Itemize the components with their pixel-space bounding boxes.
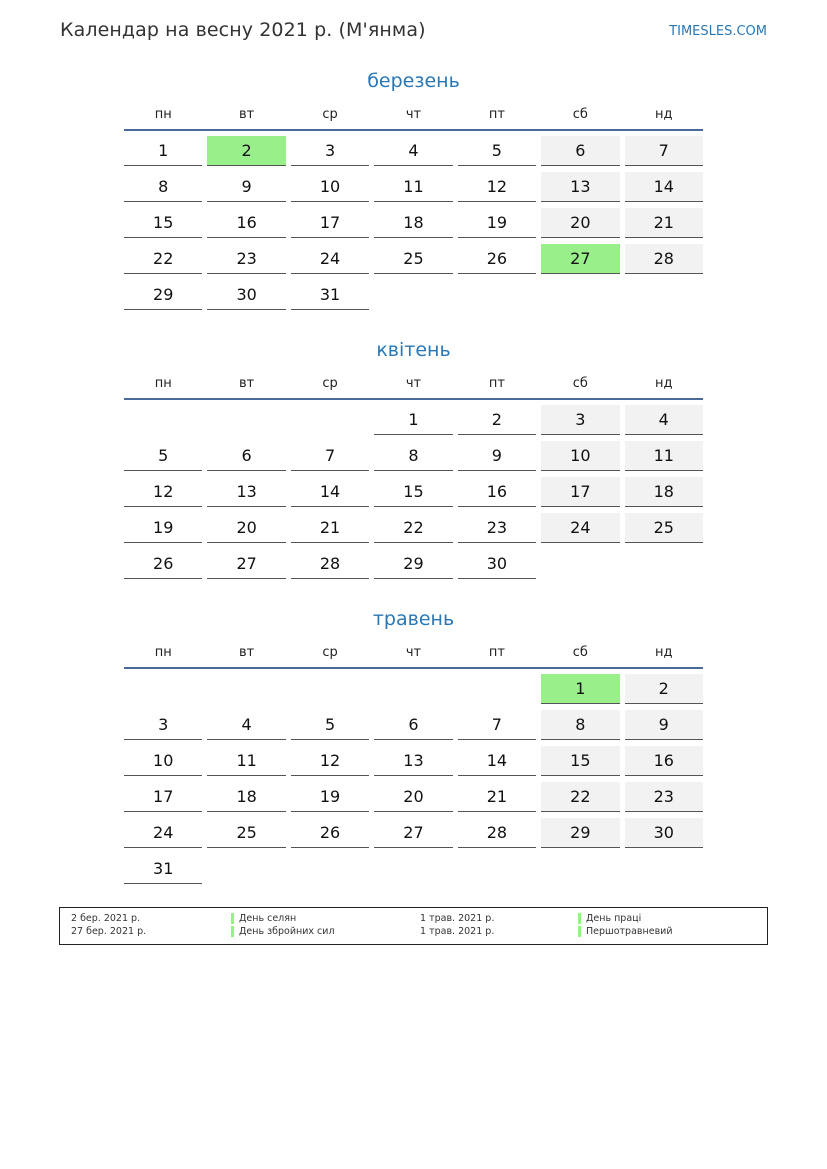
weekday-label: нд <box>654 376 673 391</box>
day-cell[interactable]: 4 <box>625 405 703 435</box>
day-cell[interactable]: 25 <box>374 244 452 274</box>
day-cell <box>458 674 536 703</box>
weekday-label: пт <box>488 376 505 391</box>
day-cell[interactable]: 26 <box>458 244 536 274</box>
day-cell[interactable]: 7 <box>625 136 703 166</box>
week-row <box>124 549 703 580</box>
legend-row <box>60 913 767 926</box>
month-title: березень <box>367 70 460 92</box>
day-cell[interactable]: 11 <box>207 746 285 776</box>
holiday-marker <box>231 913 234 924</box>
week-row <box>124 710 703 741</box>
day-cell <box>207 854 285 883</box>
day-cell <box>291 674 369 703</box>
weekday-label: пт <box>488 645 505 660</box>
day-cell <box>458 280 536 309</box>
day-cell <box>458 854 536 883</box>
legend-row <box>60 926 767 939</box>
weekday-header <box>124 376 703 398</box>
day-cell[interactable]: 14 <box>291 477 369 507</box>
day-cell[interactable]: 29 <box>124 280 202 310</box>
header-divider <box>124 667 703 669</box>
day-cell[interactable]: 23 <box>207 244 285 274</box>
week-row <box>124 441 703 472</box>
day-cell[interactable]: 27 <box>207 549 285 579</box>
day-cell[interactable]: 12 <box>124 477 202 507</box>
weekday-label: нд <box>654 645 673 660</box>
weekday-header <box>124 645 703 667</box>
day-cell[interactable]: 31 <box>291 280 369 310</box>
day-cell[interactable]: 19 <box>124 513 202 543</box>
day-cell[interactable]: 22 <box>541 782 619 812</box>
day-cell <box>207 405 285 434</box>
day-cell[interactable]: 4 <box>207 710 285 740</box>
day-cell[interactable]: 26 <box>124 549 202 579</box>
legend-name: День праці <box>586 913 642 924</box>
week-row <box>124 172 703 203</box>
day-cell[interactable]: 20 <box>207 513 285 543</box>
month-may <box>124 606 703 890</box>
day-cell[interactable]: 28 <box>458 818 536 848</box>
day-cell[interactable]: 3 <box>124 710 202 740</box>
legend-name: Першотравневий <box>586 926 673 937</box>
day-cell[interactable]: 13 <box>374 746 452 776</box>
day-cell[interactable]: 15 <box>541 746 619 776</box>
day-cell[interactable]: 10 <box>291 172 369 202</box>
day-cell[interactable]: 21 <box>458 782 536 812</box>
week-row <box>124 280 703 311</box>
day-cell[interactable]: 6 <box>207 441 285 471</box>
week-row <box>124 746 703 777</box>
day-cell <box>625 549 703 578</box>
weekday-label: пт <box>488 107 505 122</box>
weekday-label: сб <box>572 645 588 660</box>
weekday-label: нд <box>654 107 673 122</box>
day-cell <box>541 549 619 578</box>
day-cell[interactable]: 7 <box>458 710 536 740</box>
week-row <box>124 854 703 885</box>
week-row <box>124 513 703 544</box>
weekday-label: чт <box>405 645 422 660</box>
day-cell <box>625 280 703 309</box>
weekday-label: пн <box>154 107 172 122</box>
day-cell[interactable]: 15 <box>124 208 202 238</box>
week-row <box>124 244 703 275</box>
day-cell[interactable]: 5 <box>458 136 536 166</box>
day-cell[interactable]: 28 <box>625 244 703 274</box>
day-cell <box>374 854 452 883</box>
day-cell[interactable]: 4 <box>374 136 452 166</box>
legend-date: 1 трав. 2021 р. <box>420 926 495 937</box>
day-cell <box>207 674 285 703</box>
weekday-header <box>124 107 703 129</box>
day-cell[interactable]: 29 <box>374 549 452 579</box>
day-cell[interactable]: 21 <box>625 208 703 238</box>
weekday-label: ср <box>322 645 338 660</box>
week-row <box>124 405 703 436</box>
day-cell[interactable]: 23 <box>625 782 703 812</box>
weekday-label: сб <box>572 376 588 391</box>
weekday-label: сб <box>572 107 588 122</box>
week-row <box>124 477 703 508</box>
weekday-label: ср <box>322 376 338 391</box>
day-cell[interactable]: 27 <box>374 818 452 848</box>
day-cell[interactable]: 23 <box>458 513 536 543</box>
day-cell[interactable]: 8 <box>541 710 619 740</box>
day-cell[interactable]: 8 <box>124 172 202 202</box>
legend-name: День збройних сил <box>239 926 335 937</box>
day-cell[interactable]: 11 <box>625 441 703 471</box>
day-cell[interactable]: 12 <box>291 746 369 776</box>
header-divider <box>124 129 703 131</box>
day-cell[interactable]: 24 <box>291 244 369 274</box>
day-cell[interactable]: 27 <box>541 244 619 274</box>
legend-date: 1 трав. 2021 р. <box>420 913 495 924</box>
day-cell[interactable]: 9 <box>625 710 703 740</box>
page-title: Календар на весну 2021 р. (М'янма) <box>60 19 426 41</box>
month-march <box>124 68 703 316</box>
day-cell[interactable]: 16 <box>458 477 536 507</box>
day-cell[interactable]: 16 <box>207 208 285 238</box>
month-title: квітень <box>376 339 451 361</box>
day-cell[interactable]: 15 <box>374 477 452 507</box>
day-cell <box>124 674 202 703</box>
day-cell <box>291 405 369 434</box>
day-cell[interactable]: 3 <box>291 136 369 166</box>
day-cell[interactable]: 2 <box>458 405 536 435</box>
day-cell <box>541 280 619 309</box>
day-cell[interactable]: 12 <box>458 172 536 202</box>
day-cell[interactable]: 6 <box>541 136 619 166</box>
day-cell[interactable]: 31 <box>124 854 202 884</box>
day-cell[interactable]: 9 <box>207 172 285 202</box>
day-cell[interactable]: 22 <box>124 244 202 274</box>
month-title: травень <box>372 608 455 630</box>
day-cell[interactable]: 17 <box>291 208 369 238</box>
day-cell[interactable]: 13 <box>541 172 619 202</box>
day-cell[interactable]: 9 <box>458 441 536 471</box>
day-cell[interactable]: 1 <box>124 136 202 166</box>
holiday-marker <box>578 926 581 937</box>
header-divider <box>124 398 703 400</box>
weekday-label: вт <box>239 376 255 391</box>
weekday-label: пн <box>154 645 172 660</box>
weekday-label: чт <box>405 107 422 122</box>
holiday-legend <box>59 907 768 945</box>
legend-name: День селян <box>239 913 297 924</box>
day-cell[interactable]: 8 <box>374 441 452 471</box>
week-row <box>124 818 703 849</box>
day-cell[interactable]: 19 <box>291 782 369 812</box>
day-cell <box>374 674 452 703</box>
day-cell <box>625 854 703 883</box>
day-cell[interactable]: 2 <box>207 136 285 166</box>
day-cell[interactable]: 2 <box>625 674 703 704</box>
weekday-label: чт <box>405 376 422 391</box>
day-cell[interactable]: 30 <box>458 549 536 579</box>
day-cell[interactable]: 18 <box>207 782 285 812</box>
week-row <box>124 782 703 813</box>
day-cell[interactable]: 5 <box>291 710 369 740</box>
day-cell[interactable]: 26 <box>291 818 369 848</box>
day-cell[interactable]: 5 <box>124 441 202 471</box>
day-cell[interactable]: 17 <box>541 477 619 507</box>
day-cell[interactable]: 29 <box>541 818 619 848</box>
day-cell[interactable]: 1 <box>374 405 452 435</box>
day-cell[interactable]: 25 <box>625 513 703 543</box>
day-cell[interactable]: 22 <box>374 513 452 543</box>
day-cell[interactable]: 6 <box>374 710 452 740</box>
weekday-label: ср <box>322 107 338 122</box>
day-cell[interactable]: 18 <box>625 477 703 507</box>
day-cell <box>291 854 369 883</box>
day-cell[interactable]: 7 <box>291 441 369 471</box>
site-link[interactable]: TIMESLES.COM <box>669 24 767 39</box>
day-cell[interactable]: 28 <box>291 549 369 579</box>
legend-date: 2 бер. 2021 р. <box>71 913 141 924</box>
day-cell[interactable]: 25 <box>207 818 285 848</box>
day-cell[interactable]: 18 <box>374 208 452 238</box>
weekday-label: пн <box>154 376 172 391</box>
holiday-marker <box>578 913 581 924</box>
day-cell[interactable]: 13 <box>207 477 285 507</box>
weekday-label: вт <box>239 107 255 122</box>
day-cell[interactable]: 30 <box>625 818 703 848</box>
day-cell[interactable]: 14 <box>458 746 536 776</box>
day-cell <box>124 405 202 434</box>
day-cell[interactable]: 16 <box>625 746 703 776</box>
day-cell[interactable]: 24 <box>541 513 619 543</box>
month-april <box>124 337 703 585</box>
day-cell[interactable]: 1 <box>541 674 619 704</box>
day-cell[interactable]: 20 <box>374 782 452 812</box>
day-cell[interactable]: 11 <box>374 172 452 202</box>
week-row <box>124 208 703 239</box>
weekday-label: вт <box>239 645 255 660</box>
day-cell[interactable]: 19 <box>458 208 536 238</box>
day-cell[interactable]: 10 <box>541 441 619 471</box>
day-cell[interactable]: 20 <box>541 208 619 238</box>
day-cell[interactable]: 3 <box>541 405 619 435</box>
day-cell[interactable]: 30 <box>207 280 285 310</box>
day-cell[interactable]: 24 <box>124 818 202 848</box>
day-cell[interactable]: 10 <box>124 746 202 776</box>
holiday-marker <box>231 926 234 937</box>
day-cell[interactable]: 14 <box>625 172 703 202</box>
legend-date: 27 бер. 2021 р. <box>71 926 147 937</box>
day-cell[interactable]: 17 <box>124 782 202 812</box>
day-cell <box>374 280 452 309</box>
day-cell <box>541 854 619 883</box>
week-row <box>124 136 703 167</box>
day-cell[interactable]: 21 <box>291 513 369 543</box>
week-row <box>124 674 703 705</box>
